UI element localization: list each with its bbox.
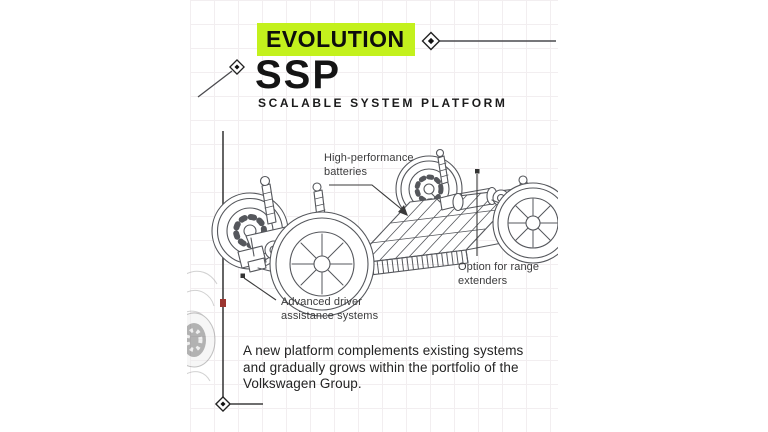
label-range-line1: Option for range xyxy=(458,261,540,273)
label-adas-line2: assistance systems xyxy=(281,309,379,322)
caption-line2: and gradually grows within the portfolio of the xyxy=(243,359,519,375)
wheel-rear-near xyxy=(493,183,573,263)
label-adas xyxy=(281,296,378,323)
badge-connector xyxy=(423,33,556,50)
caption-text xyxy=(243,343,523,393)
page-subtitle: SCALABLE SYSTEM PLATFORM xyxy=(258,96,508,110)
caption-line3: Volkswagen Group. xyxy=(243,376,362,391)
caption-line1: A new platform complements existing systems xyxy=(243,343,524,358)
label-range-line2: extenders xyxy=(458,274,508,287)
title-connector xyxy=(198,60,244,97)
evolution-badge: EVOLUTION xyxy=(257,23,415,56)
label-batteries-line2: batteries xyxy=(324,165,368,178)
label-batteries-line1: High-performance xyxy=(324,152,414,164)
label-batteries xyxy=(324,152,414,179)
red-marker xyxy=(220,299,226,307)
diamond-marker-icon xyxy=(423,33,440,50)
label-range-extenders xyxy=(458,261,539,288)
label-adas-line1: Advanced driver xyxy=(281,296,362,308)
diamond-marker-icon xyxy=(216,397,230,411)
ghost-car-image xyxy=(173,271,217,381)
page-title: SSP xyxy=(255,53,342,97)
diamond-marker-icon xyxy=(230,60,244,74)
leader-adas xyxy=(241,274,277,301)
